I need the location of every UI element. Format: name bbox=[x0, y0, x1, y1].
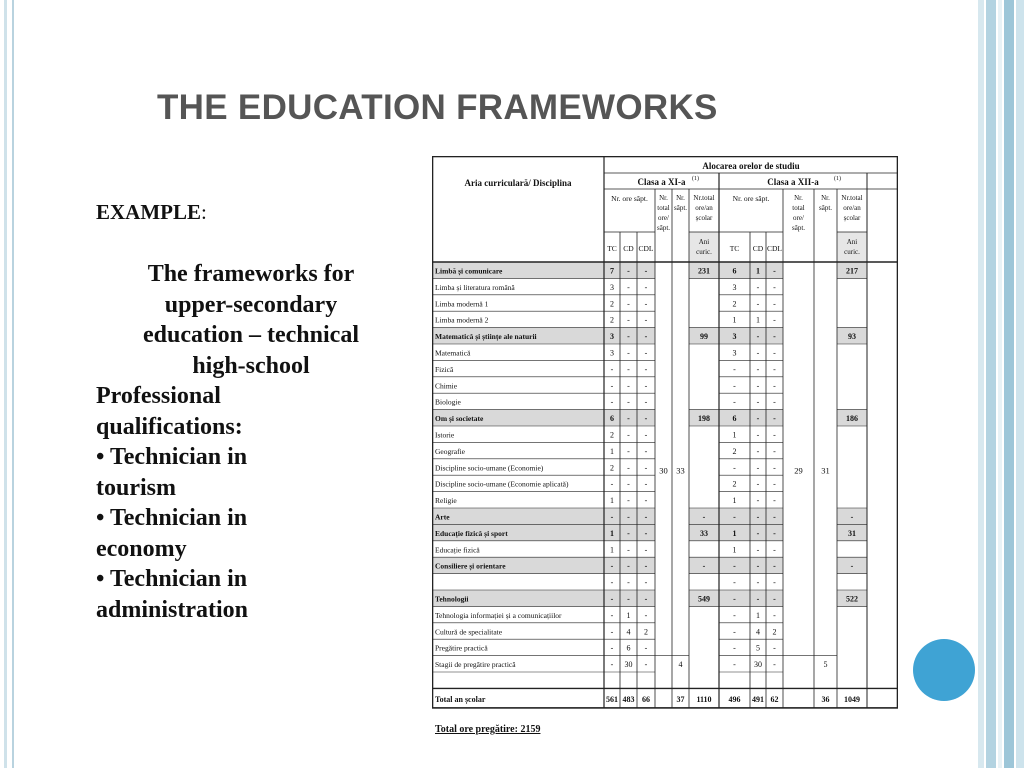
table-cell: - bbox=[610, 479, 614, 489]
header-nr-total-scolar-11: școlar bbox=[695, 214, 713, 222]
header-ani-curic-12: Ani bbox=[846, 238, 858, 246]
table-cell: 198 bbox=[698, 414, 710, 424]
table-cell: - bbox=[627, 397, 630, 407]
table-cell: 4 bbox=[626, 627, 631, 637]
table-cell: - bbox=[627, 430, 630, 440]
table-cell: - bbox=[644, 332, 648, 342]
header-nr-total-scolar-12: școlar bbox=[843, 214, 861, 222]
description-line: The frameworks for bbox=[147, 261, 355, 287]
table-cell: 2 bbox=[644, 627, 648, 637]
table-cell: 1 bbox=[610, 496, 614, 506]
table-cell: - bbox=[644, 528, 648, 538]
table-row-discipline: Consiliere și orientare bbox=[435, 561, 506, 571]
table-cell: 1 bbox=[756, 315, 760, 325]
table-cell: 2 bbox=[732, 446, 737, 456]
table-cell: - bbox=[756, 348, 760, 358]
table-row-discipline: Limba și literatura română bbox=[435, 282, 515, 292]
table-cell: 2 bbox=[772, 627, 777, 637]
table-cell: - bbox=[773, 414, 776, 424]
example-label bbox=[96, 200, 406, 225]
table-cell: 2 bbox=[610, 430, 614, 440]
table-cell: 6 bbox=[732, 414, 737, 424]
table-row-discipline: Tehnologia informației și a comunicațiilor bbox=[435, 610, 562, 620]
table-cell: 99 bbox=[700, 332, 708, 342]
merged-weeks-12: 31 bbox=[821, 465, 830, 476]
description-text-block bbox=[96, 200, 406, 625]
header-nr-ore-sapt-12: Nr. ore săpt. bbox=[732, 194, 770, 203]
header-class-11: Clasa a XI-a bbox=[637, 177, 686, 187]
table-cell: - bbox=[644, 364, 648, 374]
header-nr-total-12: săpt. bbox=[791, 224, 806, 232]
table-cell: 1 bbox=[732, 545, 737, 555]
table-cell: - bbox=[773, 266, 776, 276]
table-row-discipline: Discipline socio-umane (Economie aplicată) bbox=[435, 479, 569, 489]
table-cell: - bbox=[756, 430, 760, 440]
table-cell: - bbox=[644, 643, 648, 653]
table-cell: 2 bbox=[732, 299, 737, 309]
table-cell: 31 bbox=[848, 528, 856, 538]
table-cell: - bbox=[773, 643, 776, 653]
merged-weeks-11: 33 bbox=[676, 465, 685, 476]
table-cell: 5 bbox=[823, 660, 828, 670]
table-cell: - bbox=[627, 463, 630, 473]
table-cell: - bbox=[756, 545, 760, 555]
table-cell: - bbox=[644, 266, 648, 276]
table-cell: - bbox=[756, 561, 760, 571]
qualification-line: tourism bbox=[96, 474, 176, 501]
qualification-line: • Technician in bbox=[96, 505, 248, 531]
table-cell: 4 bbox=[756, 627, 760, 637]
header-sub-cdl: CDL bbox=[638, 244, 654, 253]
table-cell: - bbox=[627, 545, 630, 555]
table-cell: 3 bbox=[732, 282, 737, 292]
header-ani-curic-11: curic. bbox=[696, 248, 712, 256]
header-class-12: Clasa a XII-a bbox=[767, 177, 819, 187]
header-nr-total-scolar-11: ore/an bbox=[695, 204, 713, 212]
area-row-shade bbox=[432, 508, 604, 524]
table-cell: - bbox=[644, 594, 648, 604]
table-cell: 1 bbox=[610, 545, 614, 555]
table-cell: - bbox=[644, 446, 648, 456]
header-nr-ore-sapt-11: Nr. ore săpt. bbox=[611, 194, 648, 203]
header-sub-tc: TC bbox=[729, 244, 740, 253]
table-cell: - bbox=[702, 512, 706, 522]
total-row-cell: 483 bbox=[622, 694, 635, 704]
table-cell: - bbox=[627, 364, 630, 374]
table-cell: - bbox=[644, 463, 648, 473]
table-cell: - bbox=[610, 610, 614, 620]
table-cell: - bbox=[610, 561, 614, 571]
framework-description bbox=[96, 259, 406, 381]
table-cell: - bbox=[773, 397, 776, 407]
table-row-discipline: Stagii de pregătire practică bbox=[435, 660, 516, 670]
table-cell: - bbox=[644, 479, 648, 489]
table-cell: - bbox=[627, 528, 630, 538]
table-cell: - bbox=[733, 561, 736, 571]
table-cell: - bbox=[627, 594, 630, 604]
table-cell: - bbox=[850, 561, 854, 571]
table-cell: - bbox=[627, 332, 630, 342]
table-cell: - bbox=[610, 381, 614, 391]
table-cell: - bbox=[610, 594, 614, 604]
table-cell: - bbox=[644, 414, 648, 424]
table-cell: 6 bbox=[610, 414, 614, 424]
table-cell: 3 bbox=[610, 282, 614, 292]
table-cell: 1 bbox=[626, 610, 631, 620]
qualifications-list bbox=[96, 381, 406, 625]
table-cell: - bbox=[644, 430, 648, 440]
total-row-cell: 37 bbox=[676, 694, 685, 704]
total-row-cell: 561 bbox=[606, 694, 618, 704]
table-cell: - bbox=[773, 282, 776, 292]
total-row-cell: 1110 bbox=[696, 694, 712, 704]
table-cell: - bbox=[644, 282, 648, 292]
table-cell: - bbox=[733, 643, 736, 653]
table-cell: - bbox=[756, 332, 760, 342]
table-cell: - bbox=[733, 627, 736, 637]
table-cell: 6 bbox=[626, 643, 631, 653]
table-cell: - bbox=[733, 463, 736, 473]
footnote-mark-11: (1) bbox=[692, 176, 699, 182]
table-cell: - bbox=[627, 299, 630, 309]
table-cell: 1 bbox=[732, 315, 737, 325]
table-cell: - bbox=[756, 282, 760, 292]
table-cell: - bbox=[733, 397, 736, 407]
table-cell: 3 bbox=[610, 348, 614, 358]
merged-total-hours-12: 29 bbox=[794, 465, 803, 476]
table-cell: - bbox=[756, 578, 760, 588]
header-sub-cd: CD bbox=[752, 244, 764, 253]
header-shade bbox=[837, 232, 867, 262]
table-cell: - bbox=[627, 446, 630, 456]
header-ani-curic-11: Ani bbox=[698, 238, 710, 246]
table-row-discipline: Discipline socio-umane (Economie) bbox=[435, 463, 544, 473]
table-cell: - bbox=[627, 496, 630, 506]
total-row-cell: 496 bbox=[728, 694, 741, 704]
header-nr-total-11: ore/ bbox=[658, 214, 669, 222]
header-nr-total-scolar-12: ore/an bbox=[843, 204, 861, 212]
table-cell: - bbox=[773, 315, 776, 325]
header-nr-sapt-11: săpt. bbox=[673, 204, 688, 212]
table-row-discipline: Biologie bbox=[435, 397, 461, 407]
table-cell: - bbox=[733, 381, 736, 391]
table-cell: 1 bbox=[732, 496, 737, 506]
table-row-discipline: Limba modernă 2 bbox=[435, 315, 489, 325]
table-cell: - bbox=[644, 545, 648, 555]
total-row-cell: 66 bbox=[642, 694, 650, 704]
table-cell: - bbox=[733, 660, 736, 670]
table-cell: 3 bbox=[732, 332, 737, 342]
table-cell: - bbox=[756, 299, 760, 309]
description-line: high-school bbox=[192, 352, 310, 379]
table-cell: 2 bbox=[610, 315, 614, 325]
table-cell: - bbox=[756, 528, 760, 538]
curriculum-table bbox=[432, 156, 898, 714]
table-cell: - bbox=[773, 660, 776, 670]
header-nr-total-12: ore/ bbox=[793, 214, 804, 222]
table-cell: - bbox=[733, 578, 736, 588]
table-cell: - bbox=[733, 364, 736, 374]
table-row-discipline: Chimie bbox=[435, 381, 458, 391]
table-cell: - bbox=[627, 381, 630, 391]
table-cell: 1 bbox=[732, 430, 737, 440]
table-cell: - bbox=[733, 512, 736, 522]
table-cell: - bbox=[644, 512, 648, 522]
decorative-circle bbox=[913, 639, 975, 701]
table-cell: - bbox=[756, 446, 760, 456]
table-cell: - bbox=[773, 561, 776, 571]
table-cell: 93 bbox=[848, 332, 856, 342]
table-cell: - bbox=[627, 282, 630, 292]
table-cell: - bbox=[644, 381, 648, 391]
table-cell: - bbox=[627, 315, 630, 325]
header-nr-total-12: total bbox=[792, 204, 805, 212]
total-training-hours: Total ore pregătire: 2159 bbox=[435, 724, 541, 735]
merged-total-hours-11: 30 bbox=[659, 465, 668, 476]
table-cell: - bbox=[627, 561, 630, 571]
table-cell: - bbox=[773, 610, 776, 620]
table-cell: - bbox=[756, 381, 760, 391]
slide-title: THE EDUCATION FRAMEWORKS bbox=[157, 88, 718, 127]
table-cell: - bbox=[610, 660, 614, 670]
table-cell: - bbox=[610, 364, 614, 374]
table-cell: - bbox=[773, 496, 776, 506]
table-cell: 7 bbox=[610, 266, 614, 276]
table-cell: - bbox=[627, 348, 630, 358]
header-nr-total-11: total bbox=[657, 204, 670, 212]
total-row-cell: 491 bbox=[752, 694, 764, 704]
table-cell: - bbox=[644, 496, 648, 506]
left-border-decoration bbox=[0, 0, 14, 768]
table-cell: 549 bbox=[698, 594, 710, 604]
table-cell: - bbox=[756, 364, 760, 374]
table-cell: 2 bbox=[732, 479, 737, 489]
table-cell: 6 bbox=[732, 266, 737, 276]
header-nr-sapt-11: Nr. bbox=[676, 194, 685, 202]
header-nr-sapt-12: Nr. bbox=[821, 194, 830, 202]
table-cell: 2 bbox=[610, 299, 614, 309]
table-cell: 30 bbox=[754, 660, 762, 670]
total-row-cell: 62 bbox=[770, 694, 779, 704]
header-sub-tc: TC bbox=[607, 244, 617, 253]
table-cell: 30 bbox=[624, 660, 633, 670]
table-cell: 5 bbox=[756, 643, 760, 653]
header-sub-cdl: CDL bbox=[767, 244, 782, 253]
table-cell: - bbox=[756, 512, 760, 522]
table-cell: - bbox=[773, 381, 776, 391]
table-row-discipline: Fizică bbox=[435, 364, 454, 374]
table-cell: - bbox=[773, 463, 776, 473]
table-border bbox=[433, 157, 898, 708]
table-cell: - bbox=[773, 364, 776, 374]
qualification-line: • Technician in bbox=[96, 566, 248, 592]
header-nr-sapt-12: săpt. bbox=[818, 204, 833, 212]
table-row-discipline: Matematică și științe ale naturii bbox=[435, 332, 537, 342]
table-cell: 186 bbox=[846, 414, 858, 424]
table-cell: - bbox=[773, 545, 776, 555]
table-cell: - bbox=[610, 512, 614, 522]
table-cell: - bbox=[644, 660, 648, 670]
table-cell: - bbox=[627, 266, 630, 276]
table-cell: - bbox=[850, 512, 854, 522]
table-cell: - bbox=[773, 479, 776, 489]
table-cell: - bbox=[702, 561, 706, 571]
qualification-line: • Technician in bbox=[96, 444, 248, 470]
table-cell: - bbox=[773, 594, 776, 604]
table-row-discipline: Geografie bbox=[435, 446, 465, 456]
total-row-label: Total an școlar bbox=[435, 694, 486, 704]
footnote-mark-12: (1) bbox=[834, 176, 841, 182]
header-nr-total-scolar-11: Nr.total bbox=[693, 194, 715, 202]
table-cell: 33 bbox=[700, 528, 708, 538]
header-allocation: Alocarea orelor de studiu bbox=[702, 161, 800, 171]
table-cell: - bbox=[610, 643, 614, 653]
table-cell: - bbox=[627, 578, 630, 588]
table-row-discipline: Limbă și comunicare bbox=[435, 266, 503, 276]
table-row-discipline: Limba modernă 1 bbox=[435, 299, 489, 309]
table-cell: - bbox=[644, 561, 648, 571]
table-cell: - bbox=[756, 414, 760, 424]
table-cell: - bbox=[756, 496, 760, 506]
table-row-discipline: Educație fizică bbox=[435, 545, 480, 555]
header-nr-total-11: Nr. bbox=[659, 194, 668, 202]
table-row-discipline: Educație fizică și sport bbox=[435, 528, 508, 538]
table-cell: 2 bbox=[610, 463, 614, 473]
table-cell: - bbox=[756, 463, 760, 473]
table-cell: - bbox=[644, 348, 648, 358]
table-cell: - bbox=[773, 348, 776, 358]
total-row-cell: 36 bbox=[821, 694, 830, 704]
table-cell: 3 bbox=[610, 332, 614, 342]
table-row-discipline: Om și societate bbox=[435, 414, 484, 424]
table-cell: - bbox=[756, 594, 760, 604]
table-cell: - bbox=[773, 578, 776, 588]
table-cell: 1 bbox=[732, 528, 737, 538]
table-row-discipline: Arte bbox=[435, 512, 450, 522]
table-cell: 1 bbox=[610, 528, 614, 538]
right-border-decoration bbox=[978, 0, 1024, 768]
header-shade bbox=[689, 232, 719, 262]
qualification-line: economy bbox=[96, 535, 187, 562]
table-cell: - bbox=[627, 479, 630, 489]
table-row-discipline: Religie bbox=[435, 496, 457, 506]
header-area-label: Aria curriculară/ Disciplina bbox=[464, 178, 572, 188]
table-cell: 231 bbox=[698, 266, 710, 276]
table-cell: 1 bbox=[610, 446, 614, 456]
table-cell: - bbox=[627, 414, 630, 424]
example-colon: : bbox=[201, 200, 207, 224]
table-row-discipline: Pregătire practică bbox=[435, 643, 488, 653]
table-cell: - bbox=[756, 397, 760, 407]
table-cell: - bbox=[644, 299, 648, 309]
table-cell: - bbox=[733, 610, 736, 620]
description-line: upper-secondary bbox=[164, 291, 338, 318]
table-cell: - bbox=[773, 528, 776, 538]
header-ani-curic-12: curic. bbox=[844, 248, 860, 256]
table-cell: - bbox=[773, 512, 776, 522]
table-cell: - bbox=[644, 578, 648, 588]
table-cell: - bbox=[733, 594, 736, 604]
table-cell: - bbox=[644, 610, 648, 620]
table-cell: - bbox=[756, 479, 760, 489]
qualification-line: administration bbox=[96, 596, 249, 623]
example-label-text: EXAMPLE bbox=[96, 200, 201, 224]
table-cell: - bbox=[773, 430, 776, 440]
table-row-discipline: Matematică bbox=[435, 348, 471, 358]
table-row-discipline: Istorie bbox=[435, 430, 455, 440]
table-row-discipline: Cultură de specialitate bbox=[435, 627, 503, 637]
description-line: education – technical bbox=[143, 322, 359, 348]
table-cell: 4 bbox=[678, 660, 683, 670]
qualification-line: Professional bbox=[96, 383, 221, 409]
table-cell: - bbox=[773, 299, 776, 309]
header-sub-cd: CD bbox=[623, 244, 634, 253]
header-nr-total-12: Nr. bbox=[794, 194, 803, 202]
table-cell: - bbox=[773, 332, 776, 342]
curriculum-table-svg bbox=[432, 156, 898, 714]
qualification-line: qualifications: bbox=[96, 413, 243, 440]
table-row-discipline: Tehnologii bbox=[435, 594, 469, 604]
table-cell: - bbox=[644, 397, 648, 407]
table-cell: 217 bbox=[846, 266, 858, 276]
table-cell: 1 bbox=[756, 610, 760, 620]
table-cell: 1 bbox=[756, 266, 760, 276]
table-cell: - bbox=[610, 578, 614, 588]
header-nr-total-11: săpt. bbox=[656, 224, 671, 232]
table-cell: - bbox=[773, 446, 776, 456]
header-nr-total-scolar-12: Nr.total bbox=[841, 194, 863, 202]
table-cell: 522 bbox=[846, 594, 858, 604]
table-cell: - bbox=[627, 512, 630, 522]
total-row-cell: 1049 bbox=[844, 694, 860, 704]
table-cell: - bbox=[610, 627, 614, 637]
table-cell: - bbox=[644, 315, 648, 325]
table-cell: 3 bbox=[732, 348, 737, 358]
table-cell: - bbox=[610, 397, 614, 407]
